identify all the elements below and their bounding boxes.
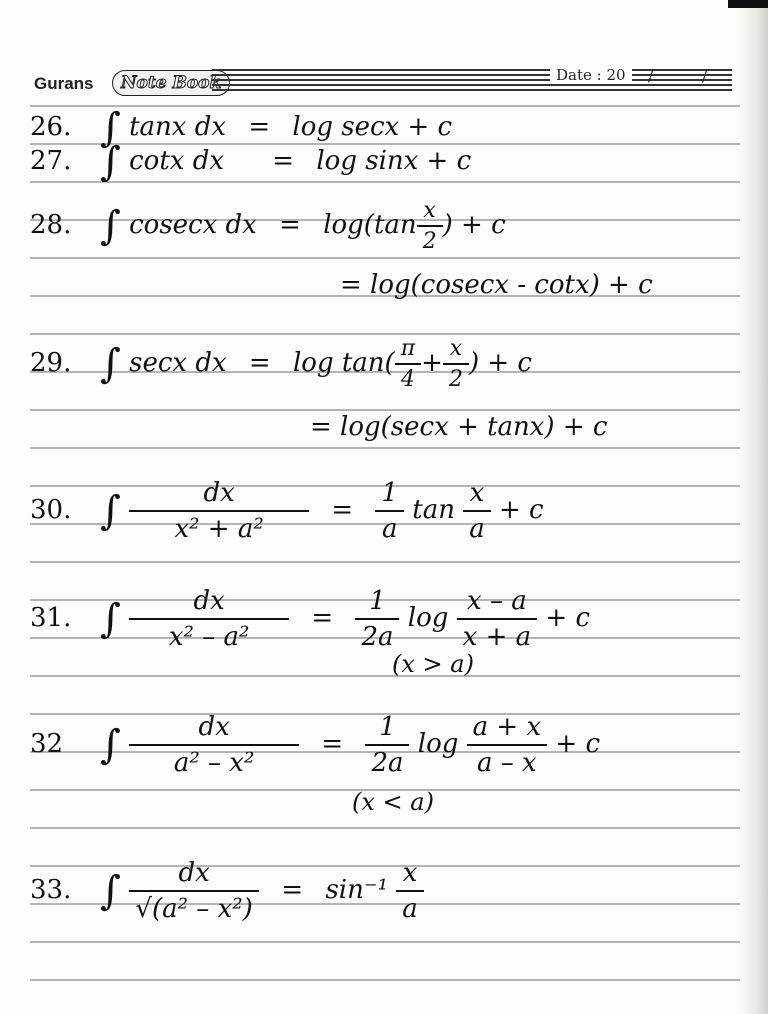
plus-sign: + [421, 348, 443, 378]
formula-29 [30, 336, 532, 392]
header-stripes [212, 66, 732, 96]
denominator: x² – a² [168, 622, 250, 652]
integrand-fraction [129, 712, 299, 778]
condition-31: (x > a) [392, 650, 474, 678]
constant: + c [499, 495, 544, 525]
numerator: dx [129, 586, 289, 620]
integrand-fraction [129, 478, 309, 544]
equals-sign: = [311, 603, 334, 633]
formula-32 [30, 712, 600, 778]
numerator: x [463, 478, 491, 512]
numerator: 1 [355, 586, 399, 620]
integral-sign-icon: ∫ [100, 341, 121, 387]
equals-sign: = [248, 112, 271, 142]
constant: + c [545, 603, 591, 633]
result-suffix: ) + c [442, 210, 506, 240]
equals-sign: = [281, 875, 304, 905]
formula-31 [30, 586, 590, 652]
numerator: 1 [365, 712, 409, 746]
denominator: a – x [477, 748, 537, 778]
equals-sign: = [248, 348, 271, 378]
integral-sign-icon: ∫ [100, 722, 121, 768]
fraction-pi-over-4 [395, 336, 421, 392]
numerator: 1 [375, 478, 404, 512]
integrand: tanx dx [129, 112, 227, 142]
equals-sign: = [321, 729, 344, 759]
fraction [417, 198, 443, 254]
integral-sign-icon: ∫ [100, 139, 121, 185]
formula-28-alternate [340, 270, 653, 300]
denominator: a [402, 894, 418, 924]
argument-fraction [463, 478, 491, 544]
numerator: dx [129, 712, 299, 746]
date-slash-1: / [648, 66, 654, 85]
formula-33 [30, 858, 424, 924]
numerator: π [395, 336, 421, 365]
integral-sign-icon: ∫ [100, 203, 121, 249]
function-name: log [417, 729, 459, 759]
condition-32: (x < a) [352, 788, 434, 816]
argument-fraction [467, 712, 547, 778]
coefficient [355, 586, 399, 652]
denominator: a [381, 514, 398, 544]
coefficient [375, 478, 404, 544]
date-field: Date : 20 [550, 66, 632, 84]
result-prefix: log(tan [323, 210, 417, 240]
numerator: x [443, 336, 469, 365]
integrand-fraction [129, 586, 289, 652]
numerator: dx [129, 478, 309, 512]
brand-name: Gurans [34, 74, 94, 93]
argument-fraction [457, 586, 537, 652]
notebook-logo: Note Book [112, 70, 230, 96]
integral-sign-icon: ∫ [100, 596, 121, 642]
numerator: a + x [467, 712, 547, 746]
result: log secx + c [292, 112, 453, 142]
formula-number: 32 [30, 729, 64, 759]
formula-number: 28. [30, 210, 72, 240]
result-suffix: ) + c [468, 348, 532, 378]
integral-sign-icon: ∫ [100, 868, 121, 914]
integrand: secx dx [129, 348, 227, 378]
integral-sign-icon: ∫ [100, 488, 121, 534]
integral-sign-icon: ∫ [100, 105, 121, 151]
function-name: tan [412, 495, 455, 525]
function-name: sin⁻¹ [325, 875, 388, 905]
integrand: cotx dx [129, 146, 225, 176]
denominator: 2a [371, 748, 404, 778]
function-name: log [407, 603, 449, 633]
argument-fraction [396, 858, 424, 924]
formula-number: 27. [30, 146, 72, 176]
fraction-x-over-2 [443, 336, 469, 392]
integrand: cosecx dx [129, 210, 257, 240]
alternate-result: = log(secx + tanx) + c [310, 412, 608, 442]
formula-number: 29. [30, 348, 72, 378]
coefficient [365, 712, 409, 778]
page-header [34, 62, 734, 102]
integrand-fraction [129, 858, 259, 924]
equals-sign: = [331, 495, 354, 525]
date-slash-2: / [702, 66, 708, 85]
result: log sinx + c [316, 146, 472, 176]
constant: + c [555, 729, 601, 759]
equals-sign: = [272, 146, 295, 176]
numerator: dx [129, 858, 259, 892]
denominator: x² + a² [174, 514, 264, 544]
formula-number: 26. [30, 112, 72, 142]
denominator: 2 [448, 367, 463, 392]
denominator: 2a [361, 622, 394, 652]
equals-sign: = [279, 210, 301, 240]
result-prefix: log tan( [292, 348, 395, 378]
numerator: x [417, 198, 443, 227]
denominator: a [469, 514, 485, 544]
denominator: √(a² – x²) [135, 894, 253, 924]
formula-30 [30, 478, 544, 544]
formula-number: 31. [30, 603, 72, 633]
formula-number: 33. [30, 875, 72, 905]
numerator: x – a [457, 586, 537, 620]
denominator: 4 [400, 367, 415, 392]
formula-28 [30, 198, 506, 254]
denominator: a² – x² [173, 748, 255, 778]
formula-number: 30. [30, 495, 72, 525]
formula-27 [30, 139, 472, 185]
denominator: x + a [462, 622, 532, 652]
alternate-result: = log(cosecx - cotx) + c [340, 270, 653, 300]
formula-29-alternate [310, 412, 607, 442]
denominator: 2 [422, 229, 437, 254]
numerator: x [396, 858, 424, 892]
